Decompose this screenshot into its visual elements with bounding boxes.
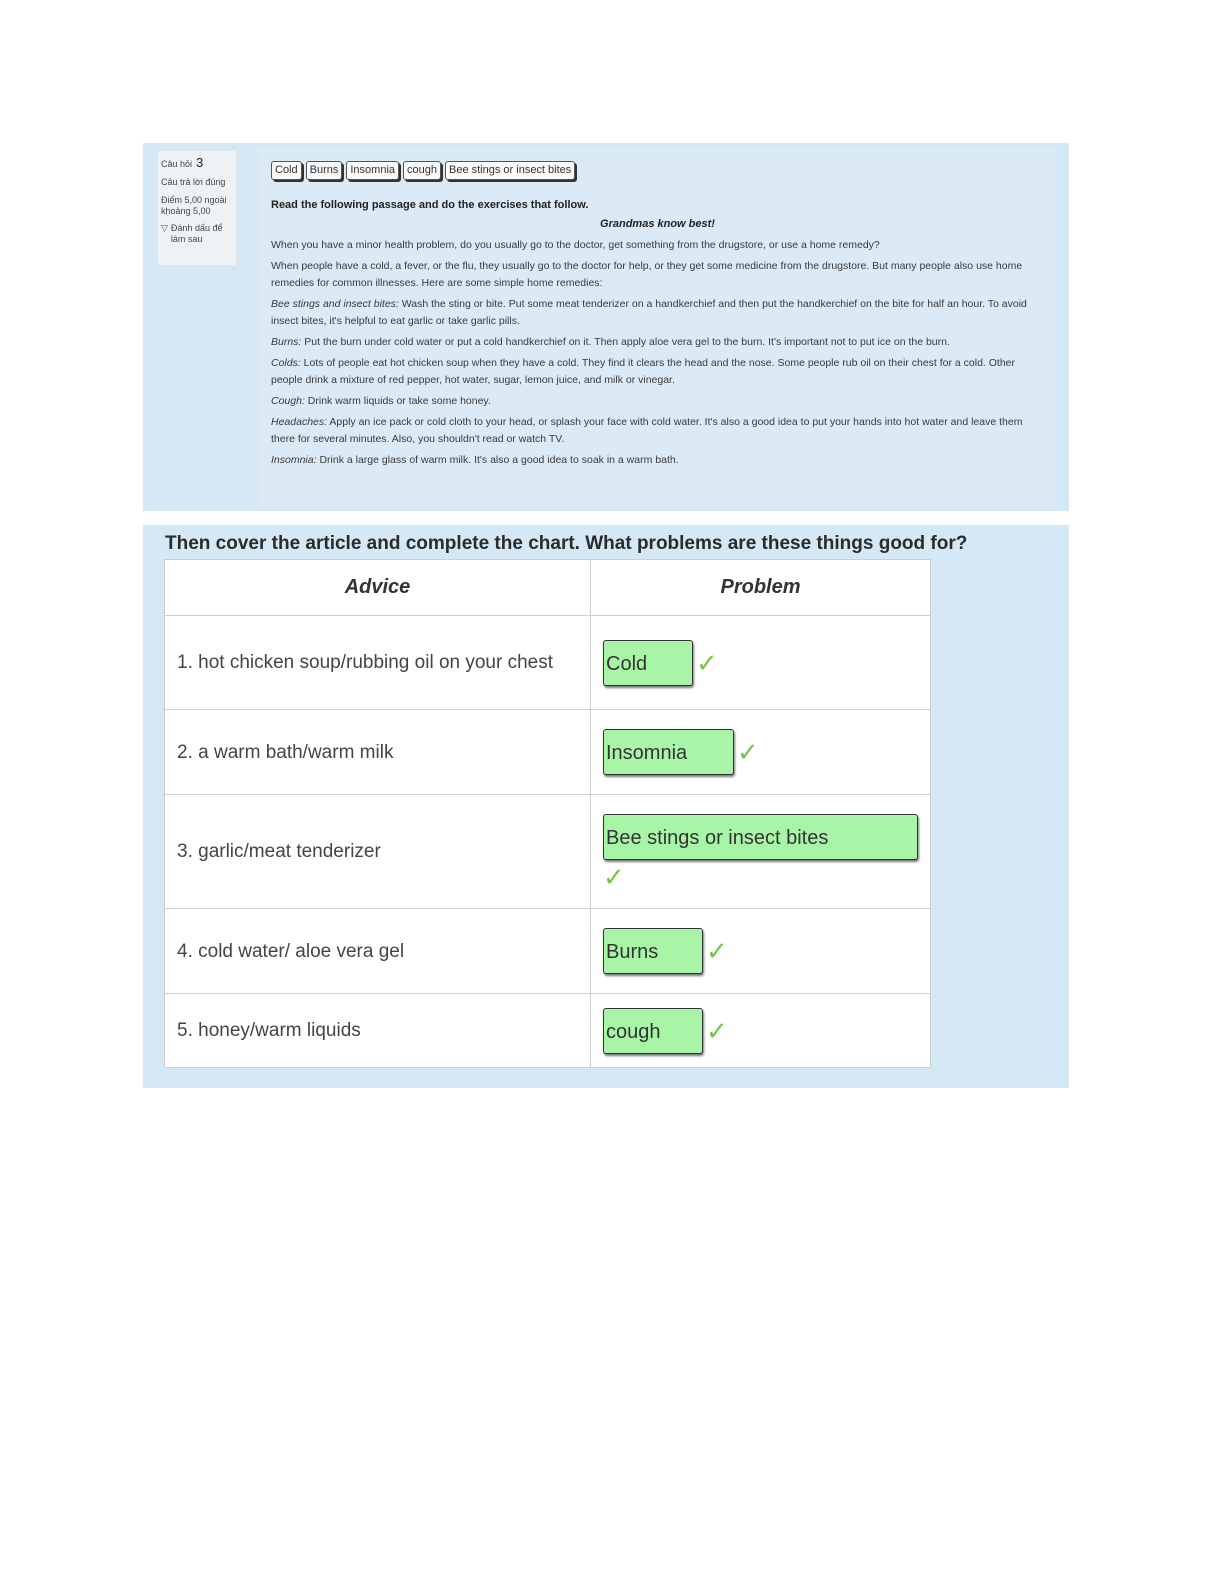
drag-choice-bee-stings[interactable]: Bee stings or insect bites xyxy=(445,161,575,180)
flag-question-toggle[interactable] xyxy=(161,223,236,246)
question-state: Câu trả lời đúng xyxy=(161,177,226,188)
passage-paragraph xyxy=(271,414,1044,448)
paragraph-text: Put the burn under cold water or put a cold handkerchief on it. Then apply aloe vera gel to the burn. It's important not to put ice on the burn. xyxy=(301,336,950,348)
flag-icon: ▽ xyxy=(161,223,168,233)
advice-cell: 1. hot chicken soup/rubbing oil on your chest xyxy=(165,616,591,710)
question-label: Câu hỏi xyxy=(161,159,193,169)
paragraph-text: Apply an ice pack or cold cloth to your head, or splash your face with cold water. It's also a good idea to put your hands into hot water and leave them there for several minutes. Also, you shouldn't read or watch TV. xyxy=(271,416,1023,445)
passage-paragraph xyxy=(271,237,1044,254)
advice-cell: 5. honey/warm liquids xyxy=(165,994,591,1068)
question-info xyxy=(157,150,237,266)
drop-zone-2[interactable]: Insomnia xyxy=(603,729,734,775)
advice-cell: 3. garlic/meat tenderizer xyxy=(165,795,591,909)
problem-header: Problem xyxy=(591,560,931,616)
table-row xyxy=(165,795,931,909)
table-row xyxy=(165,909,931,994)
answer-chart xyxy=(164,559,931,1068)
exercise-prompt: Then cover the article and complete the chart. What problems are these things good for? xyxy=(165,533,968,554)
passage-title: Grandmas know best! xyxy=(600,218,715,230)
check-icon: ✓ xyxy=(706,1015,728,1046)
paragraph-label: Insomnia: xyxy=(271,454,317,466)
answer-cell xyxy=(591,710,931,795)
exercise-panel xyxy=(143,525,1069,1088)
advice-cell: 2. a warm bath/warm milk xyxy=(165,710,591,795)
table-row xyxy=(165,710,931,795)
drag-choice-cold[interactable]: Cold xyxy=(271,161,302,180)
passage-paragraph xyxy=(271,393,1044,410)
check-icon: ✓ xyxy=(603,861,625,892)
question-number: 3 xyxy=(196,155,204,170)
flag-label: Đánh dấu để làm sau xyxy=(170,223,223,245)
answer-cell xyxy=(591,994,931,1068)
check-icon: ✓ xyxy=(696,647,718,678)
paragraph-label: Burns: xyxy=(271,336,302,348)
drop-zone-5[interactable]: cough xyxy=(603,1008,703,1054)
paragraph-text: When you have a minor health problem, do you usually go to the doctor, get something from the drugstore, or use a home remedy? xyxy=(271,239,880,251)
drop-zone-1[interactable]: Cold xyxy=(603,640,693,686)
question-mark: Điểm 5,00 ngoài khoảng 5,00 xyxy=(161,194,227,216)
passage-paragraph xyxy=(271,452,1044,469)
question-content xyxy=(258,147,1056,509)
drop-zone-3[interactable]: Bee stings or insect bites xyxy=(603,814,918,860)
answer-cell xyxy=(591,616,931,710)
answer-cell xyxy=(591,795,931,909)
drag-choice-burns[interactable]: Burns xyxy=(306,161,343,180)
paragraph-text: Wash the sting or bite. Put some meat tenderizer on a handkerchief and then put the handkerchief on the bite for half an hour. To avoid insect bites, it's helpful to eat garlic or take garlic pills. xyxy=(271,298,1027,327)
paragraph-text: Drink warm liquids or take some honey. xyxy=(304,395,491,407)
advice-cell: 4. cold water/ aloe vera gel xyxy=(165,909,591,994)
paragraph-text: Lots of people eat hot chicken soup when they have a cold. They find it clears the head and the nose. Some people rub oil on their chest for a cold. Other people drink a mixture of red pepper, hot water, sugar, lemon juice, and milk or vinegar. xyxy=(271,357,1016,386)
table-row xyxy=(165,616,931,710)
passage-paragraph xyxy=(271,355,1044,389)
check-icon: ✓ xyxy=(737,737,759,767)
paragraph-text: When people have a cold, a fever, or the flu, they usually go to the doctor for help, or they get some medicine from the drugstore. But many people also use home remedies for common illnesses. Here are some simple home remedies: xyxy=(271,260,1023,289)
paragraph-text: Drink a large glass of warm milk. It's also a good idea to soak in a warm bath. xyxy=(316,454,679,466)
advice-header: Advice xyxy=(165,560,591,616)
drag-choices xyxy=(271,161,1044,180)
passage-panel xyxy=(143,143,1069,511)
passage-paragraph xyxy=(271,296,1044,330)
drop-zone-4[interactable]: Burns xyxy=(603,928,703,974)
paragraph-label: Cough: xyxy=(271,395,305,407)
passage-paragraph xyxy=(271,258,1044,292)
drag-choice-insomnia[interactable]: Insomnia xyxy=(346,161,399,180)
paragraph-label: Headaches: xyxy=(271,416,328,428)
passage-paragraph xyxy=(271,334,1044,351)
table-row xyxy=(165,994,931,1068)
check-icon: ✓ xyxy=(706,936,728,966)
answer-cell xyxy=(591,909,931,994)
paragraph-label: Colds: xyxy=(271,357,301,369)
drag-choice-cough[interactable]: cough xyxy=(403,161,441,180)
chart-header-row xyxy=(165,560,931,616)
instruction-text: Read the following passage and do the exercises that follow. xyxy=(271,199,589,211)
paragraph-label: Bee stings and insect bites: xyxy=(271,298,399,310)
